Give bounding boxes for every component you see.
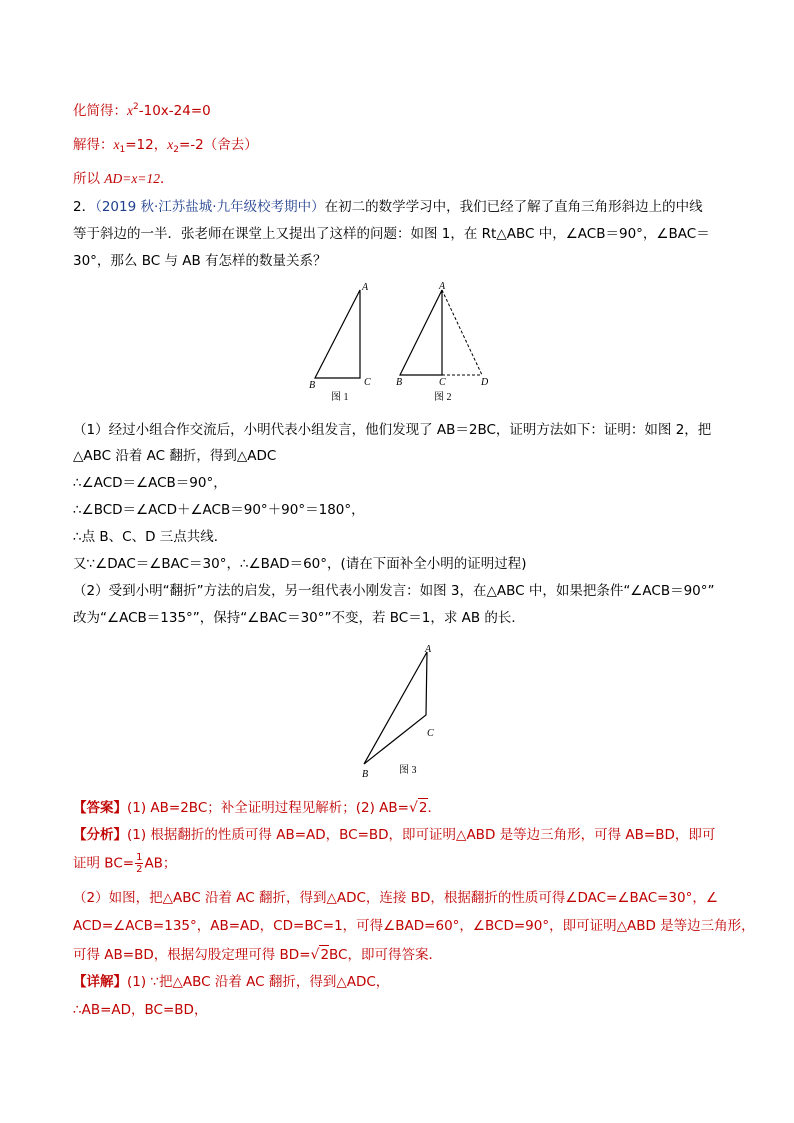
analysis-line-2 <box>73 852 176 875</box>
detail-text-1: (1) ∵把△ABC 沿着 AC 翻折，得到△ADC， <box>127 974 390 990</box>
analysis-2-post: AB； <box>144 855 177 872</box>
figure-2 <box>396 281 489 403</box>
fig1-triangle <box>315 290 360 378</box>
answer-text: (1) AB=2BC；补全证明过程见解析；(2) AB= <box>127 800 409 816</box>
fig2-label-d: D <box>481 377 489 388</box>
solve-prefix: 解得： <box>73 137 114 153</box>
analysis-line-3: （2）如图，把△ABC 沿着 AC 翻折，得到△ADC，连接 BD，根据翻折的性质可得∠DAC=∠BAC=30°，∠ <box>73 890 718 906</box>
analysis-line-1 <box>73 826 715 844</box>
solve-value2: =-2 <box>178 137 204 153</box>
solve-value1: =12， <box>125 137 168 153</box>
analysis-tag: 【分析】 <box>73 827 127 843</box>
question-text-1: 在初二的数学学习中，我们已经了解了直角三角形斜边上的中线 <box>324 199 703 215</box>
solve-sub2: 2 <box>173 145 179 155</box>
simplify-exponent: 2 <box>133 102 139 112</box>
analysis-5-pre: 可得 AB=BD，根据勾股定理可得 BD= <box>73 947 311 963</box>
answer-sqrt-value: 2 <box>418 800 428 816</box>
part-1-line-3: ∴∠ACD＝∠ACB＝90°， <box>73 475 227 491</box>
analysis-line-5 <box>73 945 442 964</box>
simplify-var: x <box>127 103 133 118</box>
fraction-one-half <box>135 852 143 875</box>
fig2-label-c: C <box>439 377 446 388</box>
solve-x1: x <box>113 137 120 152</box>
fig1-label-c: C <box>364 377 371 388</box>
therefore-line <box>73 170 174 188</box>
therefore-suffix: ． <box>160 171 174 187</box>
question-source: （2019 秋·江苏盐城·九年级校考期中） <box>95 199 325 215</box>
fig2-caption: 图 2 <box>434 392 452 403</box>
figures-1-2 <box>300 280 500 405</box>
part-1-line-6: 又∵∠DAC＝∠BAC＝30°，∴∠BAD＝60°，(请在下面补全小明的证明过程) <box>73 556 527 572</box>
figure-1 <box>309 282 371 403</box>
fraction-numerator: 1 <box>136 852 143 863</box>
detail-line-1 <box>73 973 389 991</box>
simplify-prefix: 化简得： <box>73 103 127 119</box>
simplify-line <box>73 98 211 120</box>
figure-3 <box>350 640 450 785</box>
part-2-line-2: 改为“∠ACB＝135°”，保持“∠BAC＝30°”不变，若 BC＝1，求 AB 的长． <box>73 610 525 626</box>
question-2-line-3: 30°，那么 BC 与 AB 有怎样的数量关系？ <box>73 253 327 269</box>
part-1-line-4: ∴∠BCD＝∠ACD＋∠ACB＝90°＋90°＝180°， <box>73 502 365 518</box>
simplify-rest: -10x-24=0 <box>138 103 211 119</box>
part-1-line-5: ∴点 B、C、D 三点共线． <box>73 529 228 545</box>
analysis-5-post: BC，即可得答案． <box>329 947 442 963</box>
fig3-triangle <box>364 652 427 764</box>
fig1-caption: 图 1 <box>331 392 349 403</box>
fig3-label-c: C <box>427 728 434 739</box>
sqrt-icon: √ <box>310 947 320 963</box>
solve-x2: x <box>167 137 174 152</box>
question-number: 2． <box>73 199 96 215</box>
sqrt-icon: √ <box>408 800 418 816</box>
analysis-2-pre: 证明 BC= <box>73 855 135 872</box>
detail-line-2: ∴AB=AD，BC=BD， <box>73 1002 208 1018</box>
fig2-triangle <box>400 290 442 375</box>
solve-suffix: （舍去） <box>203 137 258 153</box>
fig1-label-a: A <box>362 282 369 293</box>
part-1-line-1: （1）经过小组合作交流后，小明代表小组发言，他们发现了 AB＝2BC，证明方法如下：证明：如图 2，把 <box>73 422 712 438</box>
analysis-sqrt-value: 2 <box>320 947 330 963</box>
therefore-prefix: 所以 <box>73 171 105 187</box>
answer-tag: 【答案】 <box>73 800 127 816</box>
question-2-line-1 <box>73 198 703 216</box>
fig2-label-b: B <box>396 377 403 388</box>
answer-end: ． <box>427 800 441 816</box>
solve-sub1: 1 <box>119 145 126 155</box>
solve-line <box>73 136 258 159</box>
fig1-label-b: B <box>309 380 316 391</box>
part-1-line-2: △ABC 沿着 AC 翻折，得到△ADC <box>73 448 277 464</box>
therefore-expr: AD=x=12 <box>104 171 161 186</box>
part-2-line-1: （2）受到小明“翻折”方法的启发，另一组代表小刚发言：如图 3，在△ABC 中，如果把条件“∠ACB＝90°” <box>73 583 715 599</box>
analysis-text-1: (1) 根据翻折的性质可得 AB=AD，BC=BD，即可证明△ABD 是等边三角形，可得 AB=BD，即可 <box>127 827 716 843</box>
fig2-label-a: A <box>439 281 446 292</box>
fig3-label-b: B <box>362 769 369 780</box>
detail-tag: 【详解】 <box>73 974 127 990</box>
analysis-line-4: ACD=∠ACB=135°，AB=AD，CD=BC=1，可得∠BAD=60°，∠BCD=90°，即可证明△ABD 是等边三角形， <box>73 918 755 934</box>
fig2-dashed-ad <box>442 290 482 375</box>
fig3-label-a: A <box>425 644 432 655</box>
fig3-caption: 图 3 <box>399 765 417 776</box>
question-2-line-2: 等于斜边的一半．张老师在课堂上又提出了这样的问题：如图 1，在 Rt△ABC 中，∠ACB＝90°，∠BAC＝ <box>73 226 710 242</box>
answer-line <box>73 798 441 817</box>
fraction-denominator: 2 <box>136 864 143 875</box>
